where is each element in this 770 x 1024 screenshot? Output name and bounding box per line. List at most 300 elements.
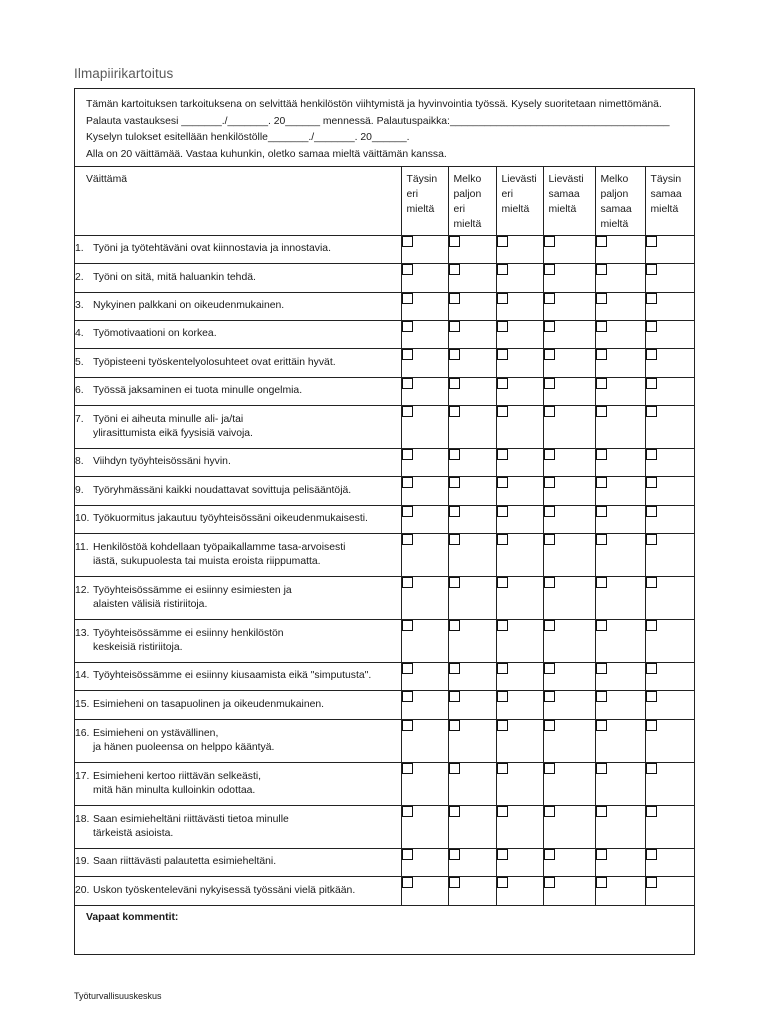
answer-cell: [401, 264, 448, 293]
table-row: [75, 293, 694, 321]
checkbox-melko-paljon-samaa[interactable]: [596, 577, 607, 588]
answer-cell: [496, 378, 543, 406]
table-row: [75, 877, 694, 906]
answer-cell: [645, 236, 694, 264]
answer-cell: [645, 406, 694, 449]
checkbox-melko-paljon-samaa[interactable]: [596, 806, 607, 817]
checkbox-taysin-eri[interactable]: [402, 763, 413, 774]
answer-cell: [401, 720, 448, 763]
answer-cell: [448, 378, 496, 406]
answer-cell: [645, 378, 694, 406]
answer-cell: [496, 720, 543, 763]
checkbox-lievasti-eri[interactable]: [497, 806, 508, 817]
checkbox-lievasti-eri[interactable]: [497, 663, 508, 674]
checkbox-melko-paljon-samaa[interactable]: [596, 763, 607, 774]
answer-cell: [543, 663, 595, 691]
answer-cell: [448, 577, 496, 620]
intro-line-instructions: Alla on 20 väittämää. Vastaa kuhunkin, oletko samaa mieltä väittämän kanssa.: [86, 148, 447, 160]
statement-line: [75, 413, 401, 428]
checkbox-taysin-samaa[interactable]: [646, 406, 657, 417]
checkbox-melko-paljon-samaa[interactable]: [596, 293, 607, 304]
statement-number: 16.: [75, 727, 90, 739]
answer-cell: [448, 349, 496, 378]
checkbox-taysin-eri[interactable]: [402, 506, 413, 517]
answer-cell: [543, 321, 595, 349]
checkbox-lievasti-eri[interactable]: [497, 577, 508, 588]
checkbox-lievasti-eri[interactable]: [497, 620, 508, 631]
answer-cell: [448, 849, 496, 877]
answer-cell: [496, 620, 543, 663]
answer-cell: [448, 663, 496, 691]
statement-number: 18.: [75, 813, 90, 825]
checkbox-melko-paljon-eri[interactable]: [449, 577, 460, 588]
checkbox-lievasti-eri[interactable]: [497, 849, 508, 860]
statement-number: 13.: [75, 627, 90, 639]
checkbox-taysin-samaa[interactable]: [646, 378, 657, 389]
checkbox-melko-paljon-samaa[interactable]: [596, 321, 607, 332]
checkbox-melko-paljon-samaa[interactable]: [596, 663, 607, 674]
checkbox-taysin-eri[interactable]: [402, 477, 413, 488]
checkbox-taysin-samaa[interactable]: [646, 321, 657, 332]
statement-number: 3.: [75, 300, 84, 312]
statement-text: Työmotivaationi on korkea.: [93, 328, 217, 340]
checkbox-lievasti-samaa[interactable]: [544, 691, 555, 702]
checkbox-taysin-eri[interactable]: [402, 877, 413, 888]
statement-line: [75, 484, 401, 499]
answer-cell: [401, 877, 448, 906]
column-header-line: samaa: [548, 189, 580, 200]
checkbox-lievasti-samaa[interactable]: [544, 763, 555, 774]
checkbox-lievasti-samaa[interactable]: [544, 477, 555, 488]
checkbox-lievasti-eri[interactable]: [497, 321, 508, 332]
statement-cell: [75, 806, 401, 849]
checkbox-taysin-eri[interactable]: [402, 293, 413, 304]
column-header-line: mieltä: [501, 204, 530, 215]
answer-cell: [496, 321, 543, 349]
statement-text-continuation: ylirasittumista eikä fyysisiä vaivoja.: [93, 428, 253, 439]
checkbox-taysin-samaa[interactable]: [646, 663, 657, 674]
answer-cell: [543, 477, 595, 506]
answer-cell: [543, 378, 595, 406]
statement-number: 6.: [75, 385, 84, 397]
column-header-taysin-eri: [401, 167, 448, 236]
answer-cell: [401, 378, 448, 406]
checkbox-lievasti-eri[interactable]: [497, 264, 508, 275]
answer-cell: [645, 663, 694, 691]
checkbox-taysin-eri[interactable]: [402, 720, 413, 731]
answer-cell: [448, 877, 496, 906]
checkbox-taysin-samaa[interactable]: [646, 349, 657, 360]
statement-text-continuation: mitä hän minulta kulloinkin odottaa.: [93, 785, 256, 796]
answer-cell: [401, 577, 448, 620]
checkbox-melko-paljon-samaa[interactable]: [596, 506, 607, 517]
checkbox-lievasti-eri[interactable]: [497, 763, 508, 774]
checkbox-taysin-samaa[interactable]: [646, 877, 657, 888]
checkbox-taysin-samaa[interactable]: [646, 620, 657, 631]
table-row: [75, 534, 694, 577]
checkbox-taysin-samaa[interactable]: [646, 691, 657, 702]
checkbox-taysin-eri[interactable]: [402, 378, 413, 389]
answer-cell: [543, 534, 595, 577]
checkbox-lievasti-samaa[interactable]: [544, 449, 555, 460]
table-row: [75, 577, 694, 620]
answer-cell: [448, 236, 496, 264]
answer-cell: [645, 321, 694, 349]
checkbox-melko-paljon-samaa[interactable]: [596, 691, 607, 702]
checkbox-taysin-samaa[interactable]: [646, 577, 657, 588]
answer-cell: [448, 321, 496, 349]
answer-cell: [543, 236, 595, 264]
answer-cell: [645, 577, 694, 620]
checkbox-taysin-eri[interactable]: [402, 534, 413, 545]
checkbox-melko-paljon-eri[interactable]: [449, 378, 460, 389]
statement-line: [75, 242, 401, 257]
answer-cell: [645, 877, 694, 906]
answer-cell: [645, 691, 694, 720]
checkbox-melko-paljon-eri[interactable]: [449, 620, 460, 631]
answer-cell: [448, 806, 496, 849]
statement-line: [75, 299, 401, 314]
column-header-melko-paljon-eri: [448, 167, 496, 236]
checkbox-melko-paljon-eri[interactable]: [449, 264, 460, 275]
answer-cell: [448, 720, 496, 763]
statement-text: Saan esimieheltäni riittävästi tietoa minulle: [93, 813, 289, 825]
checkbox-melko-paljon-eri[interactable]: [449, 321, 460, 332]
checkbox-taysin-samaa[interactable]: [646, 763, 657, 774]
column-header-line: mieltä: [453, 219, 482, 230]
statement-text: Esimieheni on tasapuolinen ja oikeudenmukainen.: [93, 698, 325, 710]
statement-line: [75, 855, 401, 870]
statement-number: 11.: [75, 541, 89, 553]
checkbox-melko-paljon-samaa[interactable]: [596, 264, 607, 275]
statement-number: 2.: [75, 271, 84, 283]
statement-cell: [75, 378, 401, 406]
checkbox-taysin-samaa[interactable]: [646, 477, 657, 488]
statement-line: [75, 813, 401, 828]
answer-cell: [645, 506, 694, 534]
checkbox-taysin-eri[interactable]: [402, 264, 413, 275]
answer-cell: [496, 577, 543, 620]
column-header-line: eri: [406, 189, 419, 200]
checkbox-melko-paljon-eri[interactable]: [449, 806, 460, 817]
statement-text: Työni ei aiheuta minulle ali- ja/tai: [93, 413, 244, 425]
checkbox-lievasti-samaa[interactable]: [544, 506, 555, 517]
checkbox-taysin-samaa[interactable]: [646, 534, 657, 545]
column-header-line: paljon: [453, 189, 482, 200]
table-row: [75, 849, 694, 877]
checkbox-melko-paljon-samaa[interactable]: [596, 449, 607, 460]
statement-line: [75, 727, 401, 742]
checkbox-lievasti-eri[interactable]: [497, 449, 508, 460]
checkbox-melko-paljon-samaa[interactable]: [596, 477, 607, 488]
checkbox-taysin-samaa[interactable]: [646, 720, 657, 731]
statement-number: 17.: [75, 770, 90, 782]
statement-cell: [75, 321, 401, 349]
intro-line-results: Kyselyn tulokset esitellään henkilöstölle_______./_______. 20______.: [86, 132, 410, 143]
answer-cell: [595, 691, 645, 720]
statement-line: [75, 356, 401, 371]
checkbox-lievasti-samaa[interactable]: [544, 663, 555, 674]
answer-cell: [496, 236, 543, 264]
footer-publisher: Työturvallisuuskeskus: [74, 991, 162, 1001]
table-row: [75, 236, 694, 264]
checkbox-melko-paljon-eri[interactable]: [449, 406, 460, 417]
checkbox-lievasti-eri[interactable]: [497, 691, 508, 702]
checkbox-taysin-eri[interactable]: [402, 349, 413, 360]
statement-cell: [75, 849, 401, 877]
answer-cell: [645, 349, 694, 378]
answer-cell: [448, 264, 496, 293]
statement-cell: [75, 506, 401, 534]
checkbox-taysin-eri[interactable]: [402, 663, 413, 674]
answer-cell: [645, 449, 694, 477]
column-header-line: eri: [453, 204, 466, 215]
checkbox-lievasti-samaa[interactable]: [544, 293, 555, 304]
survey-body: [75, 236, 694, 906]
answer-cell: [543, 506, 595, 534]
checkbox-taysin-eri[interactable]: [402, 449, 413, 460]
statement-text: Henkilöstöä kohdellaan työpaikallamme tasa-arvoisesti: [93, 541, 346, 553]
statement-text: Työpisteeni työskentelyolosuhteet ovat erittäin hyvät.: [93, 356, 336, 368]
answer-cell: [496, 877, 543, 906]
checkbox-melko-paljon-eri[interactable]: [449, 877, 460, 888]
checkbox-taysin-eri[interactable]: [402, 691, 413, 702]
statement-number: 5.: [75, 356, 84, 368]
checkbox-melko-paljon-samaa[interactable]: [596, 236, 607, 247]
checkbox-taysin-eri[interactable]: [402, 321, 413, 332]
checkbox-melko-paljon-samaa[interactable]: [596, 877, 607, 888]
answer-cell: [496, 534, 543, 577]
statement-line: [75, 541, 401, 556]
statement-text: Esimieheni kertoo riittävän selkeästi,: [93, 770, 262, 782]
column-header-line: eri: [501, 189, 514, 200]
answer-cell: [401, 449, 448, 477]
answer-cell: [595, 378, 645, 406]
checkbox-lievasti-samaa[interactable]: [544, 349, 555, 360]
checkbox-lievasti-samaa[interactable]: [544, 849, 555, 860]
checkbox-melko-paljon-eri[interactable]: [449, 534, 460, 545]
checkbox-lievasti-samaa[interactable]: [544, 806, 555, 817]
statement-number: 9.: [75, 484, 84, 496]
checkbox-lievasti-samaa[interactable]: [544, 406, 555, 417]
statement-cell: [75, 720, 401, 763]
answer-cell: [448, 477, 496, 506]
answer-cell: [448, 449, 496, 477]
checkbox-taysin-samaa[interactable]: [646, 293, 657, 304]
statement-text-continuation: tärkeistä asioista.: [93, 828, 174, 839]
checkbox-taysin-eri[interactable]: [402, 406, 413, 417]
table-row: [75, 264, 694, 293]
statement-text: Työyhteisössämme ei esiinny henkilöstön: [93, 627, 284, 639]
checkbox-lievasti-samaa[interactable]: [544, 236, 555, 247]
answer-cell: [496, 506, 543, 534]
checkbox-melko-paljon-eri[interactable]: [449, 849, 460, 860]
checkbox-melko-paljon-eri[interactable]: [449, 691, 460, 702]
answer-cell: [401, 506, 448, 534]
answer-cell: [543, 577, 595, 620]
answer-cell: [496, 763, 543, 806]
checkbox-lievasti-samaa[interactable]: [544, 620, 555, 631]
statement-number: 20.: [75, 884, 90, 896]
checkbox-taysin-eri[interactable]: [402, 806, 413, 817]
checkbox-melko-paljon-samaa[interactable]: [596, 534, 607, 545]
statement-line: [75, 271, 401, 286]
answer-cell: [496, 264, 543, 293]
checkbox-taysin-samaa[interactable]: [646, 264, 657, 275]
answer-cell: [401, 691, 448, 720]
answer-cell: [496, 663, 543, 691]
column-header-line: mieltä: [650, 204, 679, 215]
answer-cell: [543, 264, 595, 293]
statement-text: Esimieheni on ystävällinen,: [93, 727, 219, 739]
answer-cell: [448, 620, 496, 663]
statement-cell: [75, 349, 401, 378]
checkbox-lievasti-samaa[interactable]: [544, 577, 555, 588]
statement-text: Uskon työskenteleväni nykyisessä työssäni vielä pitkään.: [93, 884, 356, 896]
checkbox-lievasti-samaa[interactable]: [544, 720, 555, 731]
answer-cell: [595, 321, 645, 349]
answer-cell: [496, 806, 543, 849]
checkbox-lievasti-eri[interactable]: [497, 534, 508, 545]
checkbox-taysin-eri[interactable]: [402, 236, 413, 247]
checkbox-melko-paljon-samaa[interactable]: [596, 849, 607, 860]
checkbox-melko-paljon-eri[interactable]: [449, 236, 460, 247]
answer-cell: [448, 763, 496, 806]
statement-text: Työyhteisössämme ei esiinny esimiesten ja: [93, 584, 292, 596]
answer-cell: [543, 449, 595, 477]
table-row: [75, 663, 694, 691]
statement-cell: [75, 877, 401, 906]
answer-cell: [595, 506, 645, 534]
column-header-line: mieltä: [548, 204, 577, 215]
checkbox-lievasti-eri[interactable]: [497, 236, 508, 247]
checkbox-lievasti-eri[interactable]: [497, 477, 508, 488]
column-header-line: mieltä: [600, 219, 629, 230]
checkbox-lievasti-samaa[interactable]: [544, 321, 555, 332]
statement-line: [75, 669, 401, 684]
answer-cell: [645, 620, 694, 663]
checkbox-taysin-samaa[interactable]: [646, 236, 657, 247]
survey-form: [74, 88, 695, 955]
checkbox-melko-paljon-eri[interactable]: [449, 720, 460, 731]
answer-cell: [595, 877, 645, 906]
answer-cell: [401, 321, 448, 349]
statement-number: 15.: [75, 698, 90, 710]
checkbox-melko-paljon-samaa[interactable]: [596, 620, 607, 631]
intro-text: [86, 97, 686, 163]
checkbox-melko-paljon-eri[interactable]: [449, 763, 460, 774]
answer-cell: [543, 620, 595, 663]
checkbox-lievasti-eri[interactable]: [497, 506, 508, 517]
statement-text: Nykyinen palkkani on oikeudenmukainen.: [93, 300, 285, 312]
statement-line: [75, 770, 401, 785]
answer-cell: [543, 691, 595, 720]
statement-number: 4.: [75, 328, 84, 340]
checkbox-taysin-samaa[interactable]: [646, 849, 657, 860]
answer-cell: [496, 477, 543, 506]
checkbox-lievasti-eri[interactable]: [497, 720, 508, 731]
checkbox-melko-paljon-samaa[interactable]: [596, 720, 607, 731]
statement-text: Työssä jaksaminen ei tuota minulle ongelmia.: [93, 385, 303, 397]
checkbox-lievasti-samaa[interactable]: [544, 877, 555, 888]
answer-cell: [401, 477, 448, 506]
checkbox-taysin-samaa[interactable]: [646, 806, 657, 817]
answer-cell: [595, 449, 645, 477]
answer-cell: [645, 264, 694, 293]
checkbox-melko-paljon-eri[interactable]: [449, 293, 460, 304]
statement-number: 7.: [75, 413, 84, 425]
checkbox-lievasti-samaa[interactable]: [544, 534, 555, 545]
checkbox-melko-paljon-eri[interactable]: [449, 663, 460, 674]
table-row: [75, 691, 694, 720]
survey-table: [75, 166, 694, 906]
checkbox-melko-paljon-eri[interactable]: [449, 449, 460, 460]
answer-cell: [401, 620, 448, 663]
column-header-line: Täysin: [650, 174, 682, 185]
column-header-line: Täysin: [406, 174, 438, 185]
checkbox-taysin-eri[interactable]: [402, 849, 413, 860]
comments-label: Vapaat kommentit:: [86, 912, 179, 923]
answer-cell: [645, 806, 694, 849]
answer-cell: [595, 293, 645, 321]
answer-cell: [595, 236, 645, 264]
answer-cell: [448, 293, 496, 321]
checkbox-melko-paljon-samaa[interactable]: [596, 349, 607, 360]
statement-number: 8.: [75, 456, 84, 468]
column-header-line: mieltä: [406, 204, 435, 215]
answer-cell: [496, 449, 543, 477]
table-row: [75, 806, 694, 849]
checkbox-taysin-samaa[interactable]: [646, 449, 657, 460]
checkbox-melko-paljon-samaa[interactable]: [596, 378, 607, 389]
checkbox-melko-paljon-eri[interactable]: [449, 349, 460, 360]
statement-cell: [75, 264, 401, 293]
answer-cell: [401, 806, 448, 849]
checkbox-melko-paljon-eri[interactable]: [449, 506, 460, 517]
statement-text-continuation: keskeisiä ristiriitoja.: [93, 642, 183, 653]
checkbox-lievasti-eri[interactable]: [497, 349, 508, 360]
answer-cell: [543, 293, 595, 321]
answer-cell: [401, 349, 448, 378]
column-header-line: paljon: [600, 189, 629, 200]
checkbox-taysin-eri[interactable]: [402, 620, 413, 631]
checkbox-taysin-eri[interactable]: [402, 577, 413, 588]
checkbox-lievasti-eri[interactable]: [497, 293, 508, 304]
statement-line: [75, 627, 401, 642]
answer-cell: [543, 349, 595, 378]
checkbox-melko-paljon-samaa[interactable]: [596, 406, 607, 417]
statement-cell: [75, 534, 401, 577]
statement-text: Työyhteisössämme ei esiinny kiusaamista eikä "simputusta".: [93, 670, 372, 682]
statement-cell: [75, 236, 401, 264]
statement-line: [75, 327, 401, 342]
checkbox-taysin-samaa[interactable]: [646, 506, 657, 517]
checkbox-melko-paljon-eri[interactable]: [449, 477, 460, 488]
checkbox-lievasti-eri[interactable]: [497, 406, 508, 417]
column-header-line: samaa: [650, 189, 682, 200]
checkbox-lievasti-eri[interactable]: [497, 877, 508, 888]
checkbox-lievasti-samaa[interactable]: [544, 378, 555, 389]
checkbox-lievasti-eri[interactable]: [497, 378, 508, 389]
checkbox-lievasti-samaa[interactable]: [544, 264, 555, 275]
column-header-line: samaa: [600, 204, 632, 215]
statement-line: [75, 512, 401, 527]
table-row: [75, 406, 694, 449]
statement-line: [75, 384, 401, 399]
column-header-lievasti-samaa: [543, 167, 595, 236]
answer-cell: [645, 293, 694, 321]
answer-cell: [496, 406, 543, 449]
